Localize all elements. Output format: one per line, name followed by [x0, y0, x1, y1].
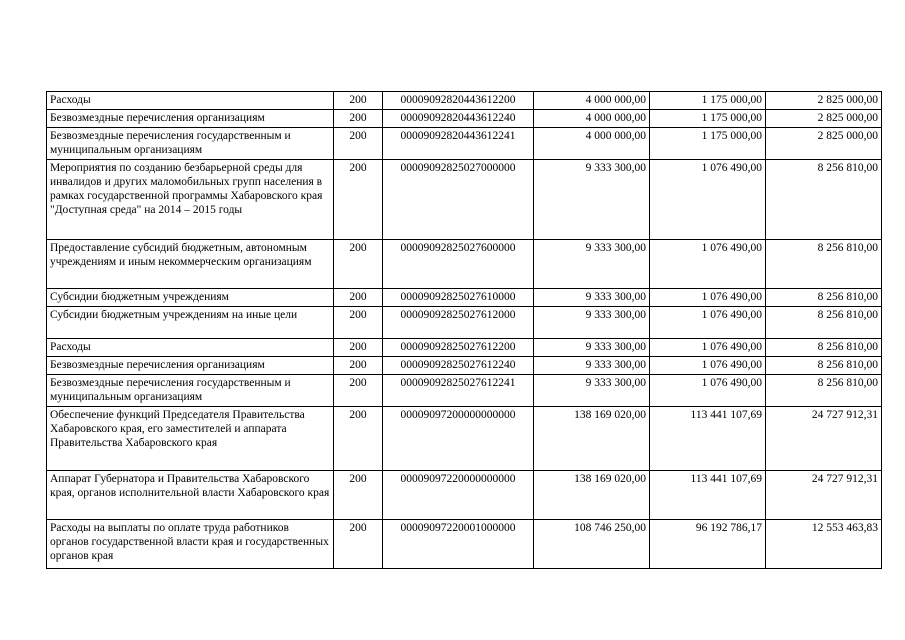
row-code: 200	[334, 357, 383, 375]
row-kbk: 00009092820443612241	[383, 128, 534, 160]
row-name: Расходы	[47, 339, 334, 357]
row-plan: 9 333 300,00	[534, 289, 650, 307]
table-row	[47, 357, 882, 375]
row-name: Субсидии бюджетным учреждениям	[47, 289, 334, 307]
row-rest: 8 256 810,00	[766, 339, 882, 357]
row-kbk: 00009097220000000000	[383, 471, 534, 520]
row-kbk: 00009092825027000000	[383, 160, 534, 240]
row-code: 200	[334, 160, 383, 240]
budget-table	[46, 91, 882, 569]
row-kbk: 00009092825027612200	[383, 339, 534, 357]
table-row	[47, 92, 882, 110]
row-rest: 8 256 810,00	[766, 307, 882, 339]
row-rest: 2 825 000,00	[766, 92, 882, 110]
row-rest: 8 256 810,00	[766, 289, 882, 307]
row-name: Расходы на выплаты по оплате труда работников органов государственной власти края и государственных органов края	[47, 520, 334, 569]
row-rest: 2 825 000,00	[766, 128, 882, 160]
row-fact: 1 076 490,00	[650, 240, 766, 289]
row-code: 200	[334, 375, 383, 407]
row-plan: 9 333 300,00	[534, 307, 650, 339]
row-fact: 1 175 000,00	[650, 128, 766, 160]
table-row	[47, 110, 882, 128]
row-code: 200	[334, 240, 383, 289]
table-row	[47, 128, 882, 160]
row-fact: 1 076 490,00	[650, 307, 766, 339]
row-code: 200	[334, 110, 383, 128]
row-kbk: 00009092825027610000	[383, 289, 534, 307]
table-row	[47, 307, 882, 339]
row-plan: 4 000 000,00	[534, 92, 650, 110]
row-fact: 1 076 490,00	[650, 160, 766, 240]
row-rest: 8 256 810,00	[766, 357, 882, 375]
table-row	[47, 339, 882, 357]
table-row	[47, 375, 882, 407]
row-kbk: 00009097200000000000	[383, 407, 534, 471]
table-row	[47, 471, 882, 520]
row-name: Безвозмездные перечисления государственным и муниципальным организациям	[47, 128, 334, 160]
table-row	[47, 407, 882, 471]
table-row	[47, 240, 882, 289]
row-code: 200	[334, 307, 383, 339]
table-row	[47, 160, 882, 240]
row-name: Безвозмездные перечисления организациям	[47, 357, 334, 375]
row-fact: 1 076 490,00	[650, 357, 766, 375]
row-rest: 8 256 810,00	[766, 375, 882, 407]
row-plan: 9 333 300,00	[534, 240, 650, 289]
row-code: 200	[334, 471, 383, 520]
row-rest: 24 727 912,31	[766, 471, 882, 520]
row-fact: 113 441 107,69	[650, 471, 766, 520]
row-kbk: 00009092825027612240	[383, 357, 534, 375]
row-plan: 108 746 250,00	[534, 520, 650, 569]
row-code: 200	[334, 289, 383, 307]
row-kbk: 00009092825027612000	[383, 307, 534, 339]
row-code: 200	[334, 520, 383, 569]
row-plan: 9 333 300,00	[534, 160, 650, 240]
row-code: 200	[334, 92, 383, 110]
row-rest: 8 256 810,00	[766, 160, 882, 240]
row-name: Мероприятия по созданию безбарьерной среды для инвалидов и других маломобильных групп населения в рамках государственной программы Хабаровского края "Доступная среда" на 2014 – 2015 годы	[47, 160, 334, 240]
row-kbk: 00009092825027600000	[383, 240, 534, 289]
row-name: Безвозмездные перечисления государственным и муниципальным организациям	[47, 375, 334, 407]
row-name: Субсидии бюджетным учреждениям на иные цели	[47, 307, 334, 339]
row-rest: 24 727 912,31	[766, 407, 882, 471]
row-fact: 1 175 000,00	[650, 92, 766, 110]
row-fact: 96 192 786,17	[650, 520, 766, 569]
row-plan: 138 169 020,00	[534, 407, 650, 471]
row-fact: 1 076 490,00	[650, 289, 766, 307]
row-plan: 4 000 000,00	[534, 110, 650, 128]
row-plan: 9 333 300,00	[534, 339, 650, 357]
row-plan: 138 169 020,00	[534, 471, 650, 520]
table-row	[47, 289, 882, 307]
row-plan: 9 333 300,00	[534, 375, 650, 407]
row-fact: 113 441 107,69	[650, 407, 766, 471]
row-fact: 1 076 490,00	[650, 339, 766, 357]
row-fact: 1 175 000,00	[650, 110, 766, 128]
row-rest: 8 256 810,00	[766, 240, 882, 289]
row-name: Обеспечение функций Председателя Правительства Хабаровского края, его заместителей и аппарата Правительства Хабаровского края	[47, 407, 334, 471]
row-name: Безвозмездные перечисления организациям	[47, 110, 334, 128]
row-plan: 9 333 300,00	[534, 357, 650, 375]
row-name: Аппарат Губернатора и Правительства Хабаровского края, органов исполнительной власти Хабаровского края	[47, 471, 334, 520]
row-kbk: 00009092820443612240	[383, 110, 534, 128]
row-code: 200	[334, 407, 383, 471]
row-kbk: 00009092820443612200	[383, 92, 534, 110]
row-kbk: 00009097220001000000	[383, 520, 534, 569]
row-name: Предоставление субсидий бюджетным, автономным учреждениям и иным некоммерческим организациям	[47, 240, 334, 289]
row-fact: 1 076 490,00	[650, 375, 766, 407]
row-code: 200	[334, 339, 383, 357]
row-name: Расходы	[47, 92, 334, 110]
row-plan: 4 000 000,00	[534, 128, 650, 160]
row-code: 200	[334, 128, 383, 160]
table-row	[47, 520, 882, 569]
row-rest: 2 825 000,00	[766, 110, 882, 128]
row-rest: 12 553 463,83	[766, 520, 882, 569]
row-kbk: 00009092825027612241	[383, 375, 534, 407]
